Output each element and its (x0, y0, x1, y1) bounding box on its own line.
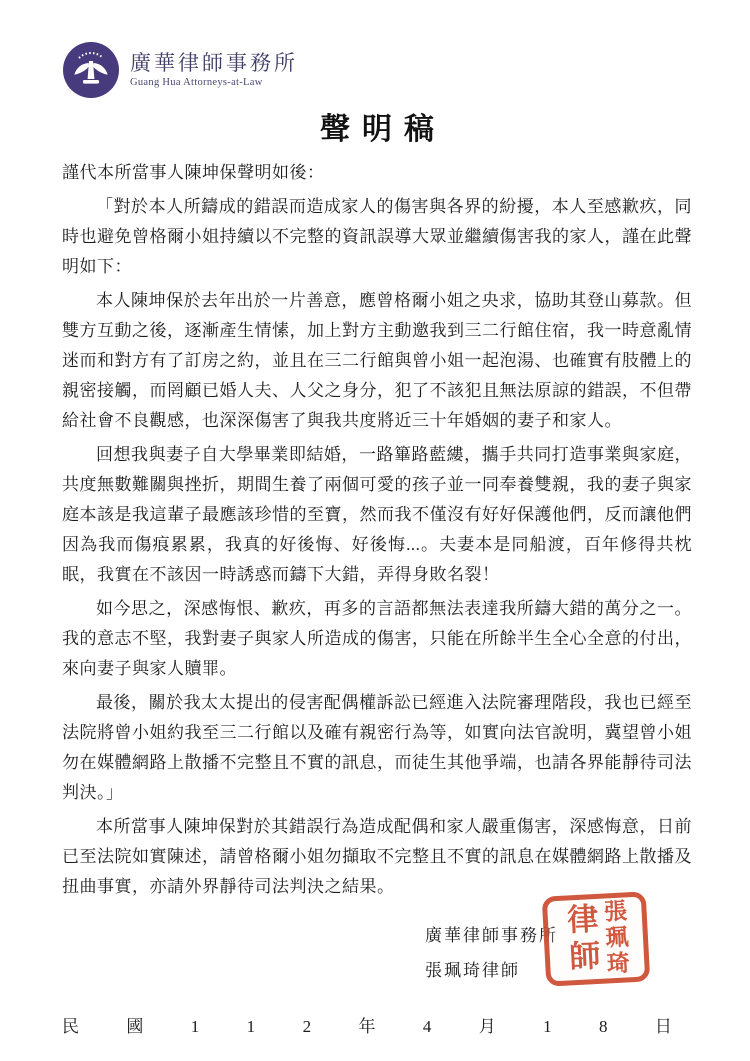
statement-paragraph: 本所當事人陳坤保對於其錯誤行為造成配偶和家人嚴重傷害，深感悔意，日前已至法院如實陳述，請曾格爾小姐勿擷取不完整且不實的訊息在媒體網路上散播及扭曲事實，亦請外界靜待司法判決之結果。 (62, 817, 692, 896)
signature-firm: 廣華律師事務所 (425, 926, 558, 945)
firm-logo-icon (62, 41, 120, 99)
statement-paragraph: 如今思之，深感悔恨、歉疚，再多的言語都無法表達我所鑄大錯的萬分之一。我的意志不堅，我對妻子與家人所造成的傷害，只能在所餘半生全心全意的付出，來向妻子與家人贖罪。 (62, 599, 692, 678)
statement-paragraph: 本人陳坤保於去年出於一片善意，應曾格爾小姐之央求，協助其登山募款。但雙方互動之後，逐漸產生情愫，加上對方主動邀我到三二行館住宿，我一時意亂情迷而和對方有了訂房之約，並且在三二行館與曾小姐一起泡湯、也確實有肢體上的親密接觸，而罔顧已婚人夫、人父之身分，犯了不該犯且無法原諒的錯誤，不但帶給社會不良觀感，也深深傷害了與我共度將近三十年婚姻的妻子和家人。 (62, 291, 692, 430)
signature-area (62, 898, 692, 996)
date-token: 日 (654, 1017, 672, 1036)
lawyer-seal-stamp (542, 891, 651, 986)
firm-name-block (130, 50, 298, 90)
firm-name-en: Guang Hua Attorneys-at-Law (130, 77, 263, 88)
firm-name-zh: 廣華律師事務所 (130, 51, 298, 75)
document-title: 聲明稿 (320, 113, 446, 146)
statement-body (62, 158, 692, 902)
date-token: 月 (478, 1017, 496, 1036)
signature-lawyer: 張珮琦律師 (425, 961, 520, 980)
signature-block (425, 918, 558, 988)
date-token: 年 (358, 1017, 376, 1036)
date-token: 1 (246, 1017, 256, 1036)
letterhead (62, 40, 692, 100)
date-line (62, 1012, 692, 1037)
statement-paragraph: 「對於本人所鑄成的錯誤而造成家人的傷害與各界的紛擾，本人至感歉疚，同時也避免曾格爾小姐持續以不完整的資訊誤導大眾並繼續傷害我的家人，謹在此聲明如下： (62, 197, 692, 276)
date-token: 1 (190, 1017, 200, 1036)
date-token: 8 (599, 1017, 608, 1036)
date-token: 4 (422, 1017, 432, 1036)
statement-paragraph: 最後，關於我太太提出的侵害配偶權訴訟已經進入法院審理階段，我也已經至法院將曾小姐約我至三二行館以及確有親密行為等，如實向法官說明，冀望曾小姐勿在媒體網路上散播不完整且不實的訊息，而徒生其他爭端，也請各界能靜待司法判決。」 (62, 693, 692, 802)
seal-right-column-text: 張珮琦 (600, 898, 630, 978)
date-token: 1 (543, 1017, 552, 1036)
date-token: 2 (302, 1017, 312, 1036)
statement-intro: 謹代本所當事人陳坤保聲明如後： (62, 163, 325, 182)
statement-paragraph: 回想我與妻子自大學畢業即結婚，一路篳路藍縷，攜手共同打造事業與家庭，共度無數難關與挫折，期間生養了兩個可愛的孩子並一同奉養雙親，我的妻子與家庭本該是我這輩子最應該珍惜的至寶，然而我不僅沒有好好保護他們，反而讓他們因為我而傷痕累累，我真的好後悔、好後悔...。夫妻本是同船渡，百年修得共枕眠，我實在不該因一時誘惑而鑄下大錯，弄得身敗名裂！ (62, 445, 692, 584)
seal-left-column-text: 律師 (561, 901, 601, 978)
date-token: 國 (126, 1017, 144, 1036)
date-token: 民 (62, 1017, 79, 1036)
